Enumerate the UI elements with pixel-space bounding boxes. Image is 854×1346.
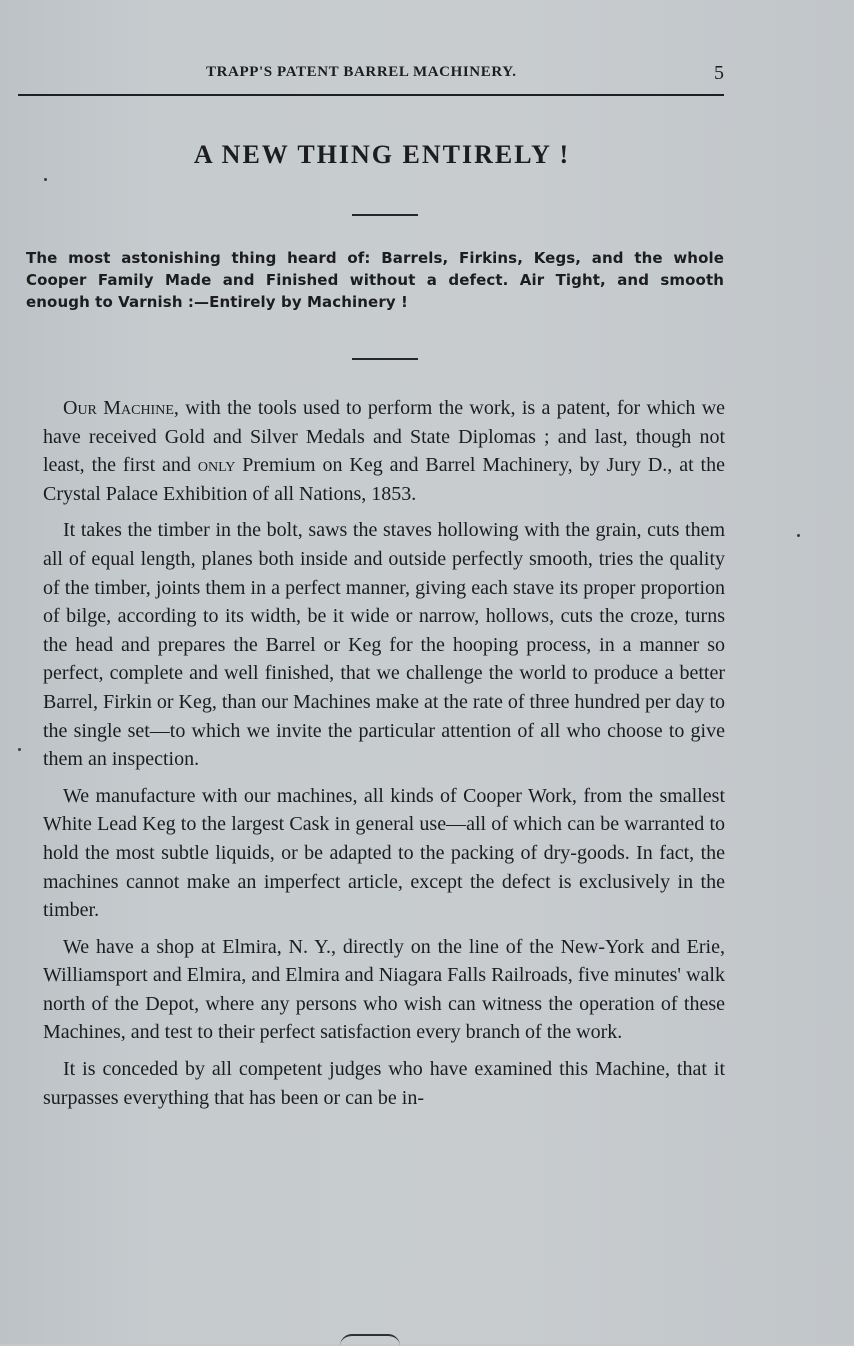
paper-speck — [797, 534, 800, 537]
subtitle-divider — [352, 358, 418, 360]
paragraph-text: with the tools used to perform the work, is a patent, for which we have received Gold and Silver Medals and State Diplomas ; and last, though not least, the first and — [43, 397, 726, 477]
paragraph-lead: Our Machine, — [63, 397, 179, 419]
header-rule — [18, 94, 724, 96]
paper-speck — [44, 178, 47, 181]
running-title: TRAPP'S PATENT BARREL MACHINERY. — [206, 64, 517, 80]
running-head — [18, 62, 724, 88]
paragraph-4: We have a shop at Elmira, N. Y., directly on the line of the New-York and Erie, Williamsport and Elmira, and Elmira and Niagara Falls Railroads, five minutes' walk north of the Depot, where any persons who wish can witness the operation of these Machines, and test to their perfect satisfaction every branch of the work. — [43, 935, 725, 1044]
page-edge-mark — [340, 1334, 400, 1346]
title-divider — [352, 214, 418, 216]
page-number: 5 — [714, 62, 724, 84]
subtitle: The most astonishing thing heard of: Barrels, Firkins, Kegs, and the whole Cooper Family Made and Finished without a defect. Air Tight, and smooth enough to Varnish :—Entirely by Machinery ! — [26, 249, 724, 311]
paragraph-1 — [43, 394, 725, 508]
body-text — [43, 394, 725, 1120]
page-title: A NEW THING ENTIRELY ! — [193, 140, 571, 169]
paper-speck — [18, 748, 21, 751]
emphasis-only: only — [197, 454, 236, 477]
paragraph-3: We manufacture with our machines, all kinds of Cooper Work, from the smallest White Lead Keg to the largest Cask in general use—all of which can be warranted to hold the most subtle liquids, or be adapted to the packing of dry-goods. In fact, the machines cannot make an imperfect article, except the defect is exclusively in the timber. — [43, 784, 725, 922]
paragraph-5: It is conceded by all competent judges who have examined this Machine, that it surpasses everything that has been or can be in- — [43, 1058, 725, 1109]
paragraph-text: Premium on Keg and Barrel Machinery, by Jury D., at the Crystal Palace Exhibition of all Nations, 1853. — [43, 454, 725, 505]
paragraph-2: It takes the timber in the bolt, saws the staves hollowing with the grain, cuts them all of equal length, planes both inside and outside perfectly smooth, tries the quality of the timber, joints them in a perfect manner, giving each stave its proper proportion of bilge, according to its width, be it wide or narrow, hollows, cuts the croze, turns the head and prepares the Barrel or Keg for the hooping process, in a manner so perfect, complete and well finished, that we challenge the world to produce a better Barrel, Firkin or Keg, than our Machines make at the rate of three hundred per day to the single set—to which we invite the particular attention of all who choose to give them an inspection. — [43, 519, 725, 771]
